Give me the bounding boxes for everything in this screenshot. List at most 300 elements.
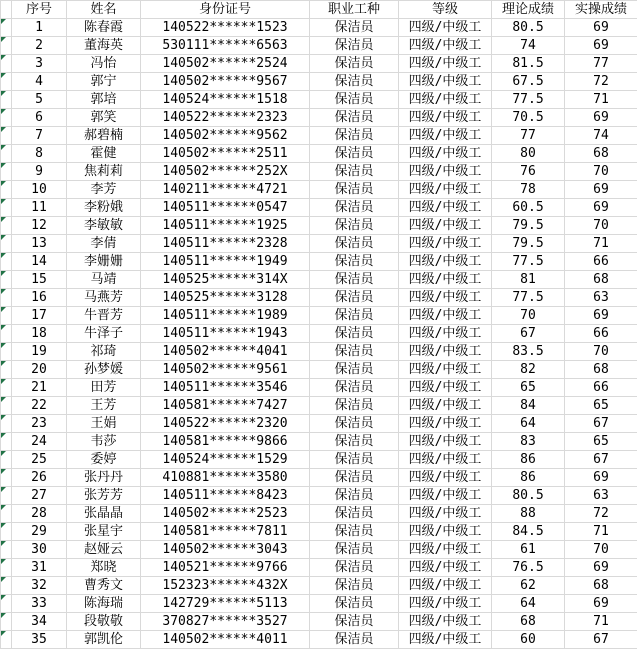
id-number-cell[interactable]: 140522******1523	[141, 19, 310, 37]
serial-cell[interactable]: 28	[12, 505, 67, 523]
name-cell[interactable]: 郝碧楠	[67, 127, 141, 145]
name-cell[interactable]: 孙梦媛	[67, 361, 141, 379]
name-cell[interactable]: 李芳	[67, 181, 141, 199]
error-indicator-cell[interactable]	[1, 163, 12, 181]
grade-cell[interactable]: 四级/中级工	[399, 127, 492, 145]
theory-score-cell[interactable]: 88	[492, 505, 565, 523]
name-cell[interactable]: 李姗姗	[67, 253, 141, 271]
id-number-cell[interactable]: 140502******2511	[141, 145, 310, 163]
occupation-cell[interactable]: 保洁员	[310, 73, 399, 91]
grade-cell[interactable]: 四级/中级工	[399, 271, 492, 289]
theory-score-cell[interactable]: 60	[492, 631, 565, 649]
serial-cell[interactable]: 7	[12, 127, 67, 145]
serial-cell[interactable]: 12	[12, 217, 67, 235]
occupation-cell[interactable]: 保洁员	[310, 307, 399, 325]
error-indicator-cell[interactable]	[1, 271, 12, 289]
practical-score-cell[interactable]: 69	[565, 109, 637, 127]
id-number-cell[interactable]: 140502******2524	[141, 55, 310, 73]
error-triangle-icon	[1, 433, 6, 438]
id-number-cell[interactable]: 410881******3580	[141, 469, 310, 487]
theory-score-cell[interactable]: 70.5	[492, 109, 565, 127]
name-cell[interactable]: 郭凯伦	[67, 631, 141, 649]
name-cell[interactable]: 委婷	[67, 451, 141, 469]
practical-score-cell[interactable]: 68	[565, 361, 637, 379]
id-number-cell[interactable]: 140502******4041	[141, 343, 310, 361]
id-number-cell[interactable]: 140521******9766	[141, 559, 310, 577]
practical-score-cell[interactable]: 70	[565, 343, 637, 361]
occupation-cell[interactable]: 保洁员	[310, 217, 399, 235]
serial-cell[interactable]: 9	[12, 163, 67, 181]
id-number-cell[interactable]: 140525******314X	[141, 271, 310, 289]
error-indicator-cell[interactable]	[1, 37, 12, 55]
name-cell[interactable]: 李敏敏	[67, 217, 141, 235]
error-indicator-cell[interactable]	[1, 181, 12, 199]
theory-score-cell[interactable]: 83.5	[492, 343, 565, 361]
practical-score-cell[interactable]: 67	[565, 631, 637, 649]
name-cell[interactable]: 张星宇	[67, 523, 141, 541]
name-cell[interactable]: 韦莎	[67, 433, 141, 451]
theory-score-cell[interactable]: 79.5	[492, 235, 565, 253]
name-cell[interactable]: 祁琦	[67, 343, 141, 361]
error-indicator-cell[interactable]	[1, 235, 12, 253]
id-number-cell[interactable]: 140524******1529	[141, 451, 310, 469]
serial-cell[interactable]: 21	[12, 379, 67, 397]
grade-cell[interactable]: 四级/中级工	[399, 577, 492, 595]
name-cell[interactable]: 李粉娥	[67, 199, 141, 217]
serial-cell[interactable]: 33	[12, 595, 67, 613]
practical-score-cell[interactable]: 65	[565, 433, 637, 451]
grade-cell[interactable]: 四级/中级工	[399, 307, 492, 325]
name-cell[interactable]: 焦莉莉	[67, 163, 141, 181]
practical-score-cell[interactable]: 69	[565, 469, 637, 487]
theory-score-cell[interactable]: 61	[492, 541, 565, 559]
error-triangle-icon	[1, 19, 6, 24]
grade-cell[interactable]: 四级/中级工	[399, 235, 492, 253]
occupation-cell[interactable]: 保洁员	[310, 325, 399, 343]
error-indicator-cell[interactable]	[1, 559, 12, 577]
id-number-cell[interactable]: 140502******9561	[141, 361, 310, 379]
serial-cell[interactable]: 15	[12, 271, 67, 289]
serial-cell[interactable]: 18	[12, 325, 67, 343]
occupation-cell[interactable]: 保洁员	[310, 397, 399, 415]
practical-score-cell[interactable]: 67	[565, 451, 637, 469]
error-triangle-icon	[1, 523, 6, 528]
theory-score-cell[interactable]: 76	[492, 163, 565, 181]
occupation-cell[interactable]: 保洁员	[310, 595, 399, 613]
serial-cell[interactable]: 13	[12, 235, 67, 253]
id-number-cell[interactable]: 140522******2323	[141, 109, 310, 127]
grade-cell[interactable]: 四级/中级工	[399, 73, 492, 91]
error-indicator-cell[interactable]	[1, 73, 12, 91]
error-indicator-cell[interactable]	[1, 595, 12, 613]
error-triangle-icon	[1, 109, 6, 114]
name-cell[interactable]: 张丹丹	[67, 469, 141, 487]
grade-cell[interactable]: 四级/中级工	[399, 487, 492, 505]
error-indicator-cell[interactable]	[1, 487, 12, 505]
theory-score-cell[interactable]: 60.5	[492, 199, 565, 217]
occupation-cell[interactable]: 保洁员	[310, 271, 399, 289]
name-cell[interactable]: 董海英	[67, 37, 141, 55]
error-indicator-cell[interactable]	[1, 55, 12, 73]
serial-cell[interactable]: 11	[12, 199, 67, 217]
id-number-cell[interactable]: 140211******4721	[141, 181, 310, 199]
serial-cell[interactable]: 26	[12, 469, 67, 487]
table-row	[1, 271, 637, 289]
practical-score-cell[interactable]: 66	[565, 253, 637, 271]
theory-score-cell[interactable]: 80.5	[492, 487, 565, 505]
serial-cell[interactable]: 8	[12, 145, 67, 163]
theory-score-cell[interactable]: 77	[492, 127, 565, 145]
grade-cell[interactable]: 四级/中级工	[399, 379, 492, 397]
error-indicator-cell[interactable]	[1, 145, 12, 163]
grade-cell[interactable]: 四级/中级工	[399, 595, 492, 613]
theory-score-cell[interactable]: 64	[492, 415, 565, 433]
grade-cell[interactable]: 四级/中级工	[399, 397, 492, 415]
error-indicator-cell[interactable]	[1, 109, 12, 127]
name-cell[interactable]: 牛晋芳	[67, 307, 141, 325]
name-cell[interactable]: 赵娅云	[67, 541, 141, 559]
grade-cell[interactable]: 四级/中级工	[399, 181, 492, 199]
theory-score-cell[interactable]: 67	[492, 325, 565, 343]
name-cell[interactable]: 郭笑	[67, 109, 141, 127]
grade-cell[interactable]: 四级/中级工	[399, 19, 492, 37]
occupation-cell[interactable]: 保洁员	[310, 613, 399, 631]
table-row	[1, 541, 637, 559]
grade-cell[interactable]: 四级/中级工	[399, 469, 492, 487]
grade-cell[interactable]: 四级/中级工	[399, 91, 492, 109]
name-cell[interactable]: 段敬敬	[67, 613, 141, 631]
occupation-cell[interactable]: 保洁员	[310, 235, 399, 253]
name-cell[interactable]: 王芳	[67, 397, 141, 415]
practical-score-cell[interactable]: 71	[565, 613, 637, 631]
theory-score-cell[interactable]: 76.5	[492, 559, 565, 577]
error-indicator-cell[interactable]	[1, 577, 12, 595]
theory-score-cell[interactable]: 78	[492, 181, 565, 199]
theory-score-cell[interactable]: 86	[492, 469, 565, 487]
serial-cell[interactable]: 6	[12, 109, 67, 127]
practical-score-cell[interactable]: 71	[565, 91, 637, 109]
serial-cell[interactable]: 32	[12, 577, 67, 595]
id-number-cell[interactable]: 140502******4011	[141, 631, 310, 649]
occupation-cell[interactable]: 保洁员	[310, 289, 399, 307]
name-cell[interactable]: 牛泽子	[67, 325, 141, 343]
theory-score-cell[interactable]: 84.5	[492, 523, 565, 541]
grade-cell[interactable]: 四级/中级工	[399, 361, 492, 379]
grade-cell[interactable]: 四级/中级工	[399, 541, 492, 559]
table-row	[1, 73, 637, 91]
practical-score-cell[interactable]: 70	[565, 217, 637, 235]
error-indicator-cell[interactable]	[1, 451, 12, 469]
serial-cell[interactable]: 24	[12, 433, 67, 451]
grade-cell[interactable]: 四级/中级工	[399, 55, 492, 73]
practical-score-cell[interactable]: 70	[565, 163, 637, 181]
theory-score-cell[interactable]: 86	[492, 451, 565, 469]
occupation-cell[interactable]: 保洁员	[310, 181, 399, 199]
practical-score-cell[interactable]: 68	[565, 145, 637, 163]
error-triangle-icon	[1, 541, 6, 546]
id-number-cell[interactable]: 142729******5113	[141, 595, 310, 613]
error-triangle-icon	[1, 163, 6, 168]
table-row	[1, 109, 637, 127]
error-indicator-cell[interactable]	[1, 469, 12, 487]
error-indicator-cell[interactable]	[1, 253, 12, 271]
theory-score-cell[interactable]: 83	[492, 433, 565, 451]
id-number-cell[interactable]: 140511******8423	[141, 487, 310, 505]
theory-score-cell[interactable]: 81	[492, 271, 565, 289]
serial-cell[interactable]: 10	[12, 181, 67, 199]
serial-cell[interactable]: 17	[12, 307, 67, 325]
theory-score-cell[interactable]: 79.5	[492, 217, 565, 235]
serial-cell[interactable]: 35	[12, 631, 67, 649]
id-number-cell[interactable]: 140502******9567	[141, 73, 310, 91]
theory-score-cell[interactable]: 82	[492, 361, 565, 379]
serial-cell[interactable]: 1	[12, 19, 67, 37]
id-number-cell[interactable]: 140522******2320	[141, 415, 310, 433]
practical-score-cell[interactable]: 63	[565, 487, 637, 505]
error-indicator-cell[interactable]	[1, 307, 12, 325]
serial-cell[interactable]: 16	[12, 289, 67, 307]
error-triangle-icon	[1, 361, 6, 366]
occupation-cell[interactable]: 保洁员	[310, 505, 399, 523]
occupation-cell[interactable]: 保洁员	[310, 577, 399, 595]
occupation-cell[interactable]: 保洁员	[310, 361, 399, 379]
name-cell[interactable]: 王娟	[67, 415, 141, 433]
occupation-cell[interactable]: 保洁员	[310, 91, 399, 109]
practical-score-cell[interactable]: 74	[565, 127, 637, 145]
id-number-cell[interactable]: 140581******7427	[141, 397, 310, 415]
grade-cell[interactable]: 四级/中级工	[399, 415, 492, 433]
error-indicator-cell[interactable]	[1, 91, 12, 109]
occupation-cell[interactable]: 保洁员	[310, 253, 399, 271]
id-number-cell[interactable]: 140581******9866	[141, 433, 310, 451]
error-indicator-cell[interactable]	[1, 397, 12, 415]
practical-score-cell[interactable]: 63	[565, 289, 637, 307]
error-indicator-cell[interactable]	[1, 343, 12, 361]
theory-score-cell[interactable]: 62	[492, 577, 565, 595]
table-row	[1, 451, 637, 469]
theory-score-cell[interactable]: 84	[492, 397, 565, 415]
occupation-cell[interactable]: 保洁员	[310, 37, 399, 55]
occupation-cell[interactable]: 保洁员	[310, 127, 399, 145]
grade-cell[interactable]: 四级/中级工	[399, 505, 492, 523]
error-indicator-cell[interactable]	[1, 505, 12, 523]
occupation-cell[interactable]: 保洁员	[310, 631, 399, 649]
grade-cell[interactable]: 四级/中级工	[399, 433, 492, 451]
practical-score-cell[interactable]: 69	[565, 199, 637, 217]
error-indicator-cell[interactable]	[1, 289, 12, 307]
id-number-cell[interactable]: 140525******3128	[141, 289, 310, 307]
theory-score-cell[interactable]: 77.5	[492, 253, 565, 271]
occupation-cell[interactable]: 保洁员	[310, 109, 399, 127]
practical-score-cell[interactable]: 72	[565, 505, 637, 523]
error-indicator-cell[interactable]	[1, 613, 12, 631]
practical-score-cell[interactable]: 69	[565, 19, 637, 37]
serial-cell[interactable]: 25	[12, 451, 67, 469]
theory-score-cell[interactable]: 81.5	[492, 55, 565, 73]
occupation-cell[interactable]: 保洁员	[310, 199, 399, 217]
practical-score-cell[interactable]: 70	[565, 541, 637, 559]
grade-cell[interactable]: 四级/中级工	[399, 559, 492, 577]
id-number-cell[interactable]: 152323******432X	[141, 577, 310, 595]
error-triangle-icon	[1, 451, 6, 456]
id-number-cell[interactable]: 140524******1518	[141, 91, 310, 109]
occupation-cell[interactable]: 保洁员	[310, 487, 399, 505]
grade-cell[interactable]: 四级/中级工	[399, 289, 492, 307]
occupation-cell[interactable]: 保洁员	[310, 433, 399, 451]
theory-score-cell[interactable]: 67.5	[492, 73, 565, 91]
error-indicator-cell[interactable]	[1, 379, 12, 397]
name-cell[interactable]: 郭培	[67, 91, 141, 109]
error-triangle-icon	[1, 469, 6, 474]
id-number-cell[interactable]: 140511******2328	[141, 235, 310, 253]
practical-score-cell[interactable]: 66	[565, 325, 637, 343]
error-indicator-cell[interactable]	[1, 541, 12, 559]
occupation-cell[interactable]: 保洁员	[310, 559, 399, 577]
serial-cell[interactable]: 30	[12, 541, 67, 559]
occupation-cell[interactable]: 保洁员	[310, 343, 399, 361]
practical-score-cell[interactable]: 66	[565, 379, 637, 397]
theory-score-cell[interactable]: 77.5	[492, 289, 565, 307]
serial-cell[interactable]: 29	[12, 523, 67, 541]
error-indicator-cell[interactable]	[1, 325, 12, 343]
id-number-cell[interactable]: 140511******0547	[141, 199, 310, 217]
grade-cell[interactable]: 四级/中级工	[399, 325, 492, 343]
error-indicator-cell[interactable]	[1, 415, 12, 433]
occupation-cell[interactable]: 保洁员	[310, 163, 399, 181]
id-number-cell[interactable]: 140502******9562	[141, 127, 310, 145]
practical-score-cell[interactable]: 69	[565, 181, 637, 199]
occupation-cell[interactable]: 保洁员	[310, 415, 399, 433]
grade-cell[interactable]: 四级/中级工	[399, 109, 492, 127]
name-cell[interactable]: 马燕芳	[67, 289, 141, 307]
theory-score-cell[interactable]: 80	[492, 145, 565, 163]
name-cell[interactable]: 陈海瑞	[67, 595, 141, 613]
serial-cell[interactable]: 5	[12, 91, 67, 109]
header-row	[1, 1, 637, 19]
practical-score-cell[interactable]: 68	[565, 577, 637, 595]
name-cell[interactable]: 郑晓	[67, 559, 141, 577]
error-indicator-cell[interactable]	[1, 217, 12, 235]
name-cell[interactable]: 张晶晶	[67, 505, 141, 523]
table-row	[1, 163, 637, 181]
serial-cell[interactable]: 27	[12, 487, 67, 505]
id-number-cell[interactable]: 140511******1925	[141, 217, 310, 235]
grade-cell[interactable]: 四级/中级工	[399, 253, 492, 271]
occupation-cell[interactable]: 保洁员	[310, 523, 399, 541]
occupation-cell[interactable]: 保洁员	[310, 55, 399, 73]
error-indicator-cell[interactable]	[1, 433, 12, 451]
id-number-cell[interactable]: 140502******252X	[141, 163, 310, 181]
table-row	[1, 253, 637, 271]
grade-cell[interactable]: 四级/中级工	[399, 163, 492, 181]
name-cell[interactable]: 陈春霞	[67, 19, 141, 37]
id-number-cell[interactable]: 370827******3527	[141, 613, 310, 631]
error-indicator-cell[interactable]	[1, 631, 12, 649]
practical-score-cell[interactable]: 71	[565, 523, 637, 541]
id-number-cell[interactable]: 140502******2523	[141, 505, 310, 523]
name-cell[interactable]: 张芳芳	[67, 487, 141, 505]
name-cell[interactable]: 冯怡	[67, 55, 141, 73]
occupation-cell[interactable]: 保洁员	[310, 145, 399, 163]
name-cell[interactable]: 曹秀文	[67, 577, 141, 595]
id-number-cell[interactable]: 140581******7811	[141, 523, 310, 541]
id-number-cell[interactable]: 140511******1989	[141, 307, 310, 325]
name-cell[interactable]: 马靖	[67, 271, 141, 289]
serial-cell[interactable]: 2	[12, 37, 67, 55]
theory-score-cell[interactable]: 80.5	[492, 19, 565, 37]
table-row	[1, 19, 637, 37]
practical-score-cell[interactable]: 69	[565, 595, 637, 613]
theory-score-cell[interactable]: 68	[492, 613, 565, 631]
occupation-cell[interactable]: 保洁员	[310, 451, 399, 469]
practical-score-cell[interactable]: 68	[565, 271, 637, 289]
id-number-cell[interactable]: 530111******6563	[141, 37, 310, 55]
grade-cell[interactable]: 四级/中级工	[399, 523, 492, 541]
id-number-cell[interactable]: 140511******1949	[141, 253, 310, 271]
name-cell[interactable]: 田芳	[67, 379, 141, 397]
serial-cell[interactable]: 19	[12, 343, 67, 361]
id-number-cell[interactable]: 140511******1943	[141, 325, 310, 343]
serial-cell[interactable]: 31	[12, 559, 67, 577]
error-triangle-icon	[1, 55, 6, 60]
grade-cell[interactable]: 四级/中级工	[399, 199, 492, 217]
error-indicator-cell[interactable]	[1, 19, 12, 37]
error-indicator-cell[interactable]	[1, 361, 12, 379]
occupation-cell[interactable]: 保洁员	[310, 19, 399, 37]
grade-cell[interactable]: 四级/中级工	[399, 451, 492, 469]
name-cell[interactable]: 李倩	[67, 235, 141, 253]
practical-score-cell[interactable]: 69	[565, 37, 637, 55]
error-indicator-cell[interactable]	[1, 199, 12, 217]
serial-cell[interactable]: 4	[12, 73, 67, 91]
occupation-cell[interactable]: 保洁员	[310, 379, 399, 397]
error-indicator-cell[interactable]	[1, 127, 12, 145]
practical-score-cell[interactable]: 72	[565, 73, 637, 91]
theory-score-cell[interactable]: 70	[492, 307, 565, 325]
practical-score-cell[interactable]: 69	[565, 559, 637, 577]
table-row	[1, 379, 637, 397]
theory-score-cell[interactable]: 65	[492, 379, 565, 397]
serial-cell[interactable]: 20	[12, 361, 67, 379]
occupation-cell[interactable]: 保洁员	[310, 541, 399, 559]
practical-score-cell[interactable]: 77	[565, 55, 637, 73]
serial-cell[interactable]: 3	[12, 55, 67, 73]
theory-score-cell[interactable]: 64	[492, 595, 565, 613]
name-cell[interactable]: 郭宁	[67, 73, 141, 91]
serial-cell[interactable]: 23	[12, 415, 67, 433]
practical-score-cell[interactable]: 67	[565, 415, 637, 433]
grade-cell[interactable]: 四级/中级工	[399, 145, 492, 163]
serial-cell[interactable]: 22	[12, 397, 67, 415]
serial-cell[interactable]: 34	[12, 613, 67, 631]
grade-cell[interactable]: 四级/中级工	[399, 343, 492, 361]
id-number-cell[interactable]: 140502******3043	[141, 541, 310, 559]
grade-cell[interactable]: 四级/中级工	[399, 613, 492, 631]
theory-score-cell[interactable]: 77.5	[492, 91, 565, 109]
occupation-cell[interactable]: 保洁员	[310, 469, 399, 487]
id-number-cell[interactable]: 140511******3546	[141, 379, 310, 397]
serial-cell[interactable]: 14	[12, 253, 67, 271]
theory-score-cell[interactable]: 74	[492, 37, 565, 55]
grade-cell[interactable]: 四级/中级工	[399, 37, 492, 55]
practical-score-cell[interactable]: 69	[565, 307, 637, 325]
practical-score-cell[interactable]: 65	[565, 397, 637, 415]
error-indicator-cell[interactable]	[1, 523, 12, 541]
grade-cell[interactable]: 四级/中级工	[399, 631, 492, 649]
grade-cell[interactable]: 四级/中级工	[399, 217, 492, 235]
name-cell[interactable]: 霍健	[67, 145, 141, 163]
practical-score-cell[interactable]: 71	[565, 235, 637, 253]
